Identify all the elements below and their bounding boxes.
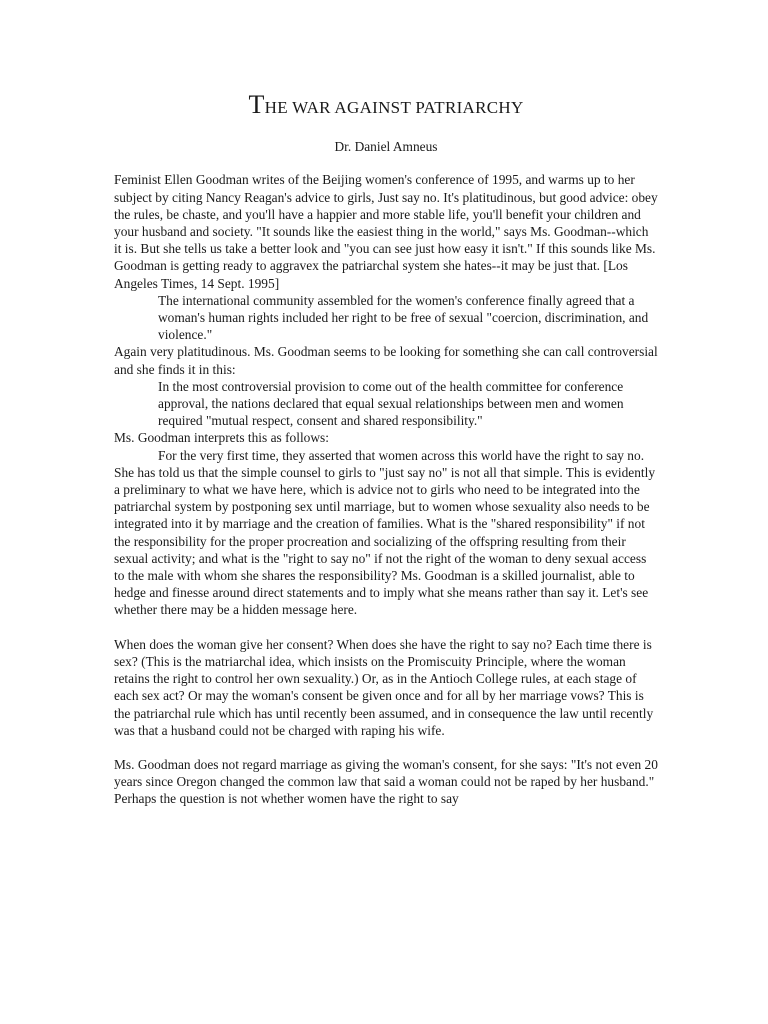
- block-quote: In the most controversial provision to come out of the health committee for conference approval, the nations declared that equal sexual relationships between men and women required "mutual respect, consent and shared responsibility.": [158, 378, 624, 429]
- block-quote: For the very first time, they asserted that women across this world have the right to say no.: [158, 447, 645, 463]
- document-page: [114, 92, 658, 808]
- paragraph: Feminist Ellen Goodman writes of the Beijing women's conference of 1995, and warms up to her subject by citing Nancy Reagan's advice to girls, Just say no. It's platitudinous, but good advice: obey the rules, be chaste, and you'll have a happier and more stable life, you'll benefit your children and your husband and society. "It sounds like the easiest thing in the world," says Ms. Goodman--which it is. But she tells us take a better look and "you can see just how easy it isn't." If this sounds like Ms. Goodman is getting ready to aggravex the patriarchal system she hates--it may be just that. [Los Angeles Times, 14 Sept. 1995]: [114, 172, 658, 291]
- document-title: [114, 92, 658, 118]
- paragraph: She has told us that the simple counsel to girls to "just say no" is not all that simple. This is evidently a preliminary to what we have here, which is advice not to girls who need to be integrated into the patriarchal system by postponing sex until marriage, but to women whose sexuality also needs to be integrated into it by marriage and the creation of families. What is the "shared responsibility" if not the responsibility for the proper procreation and socializing of the offspring resulting from their sexual activity; and what is the "right to say no" if not the right of the woman to deny sexual access to the male with whom she shares the responsibility? Ms. Goodman is a skilled journalist, able to hedge and finesse around direct statements and to imply what she means rather than say it. Let's see whether there may be a hidden message here.: [114, 464, 656, 618]
- title-rest: HE WAR AGAINST PATRIARCHY: [264, 98, 524, 117]
- paragraph: Ms. Goodman does not regard marriage as giving the woman's consent, for she says: "It's not even 20 years since Oregon changed the common law that said a woman could not be raped by her husband." Perhaps the question is not whether women have the right to say: [114, 756, 658, 807]
- document-body: [114, 171, 658, 807]
- block-quote: The international community assembled for the women's conference finally agreed that a woman's human rights included her right to be free of sexual "coercion, discrimination, and violence.": [158, 292, 649, 343]
- document-author: Dr. Daniel Amneus: [334, 139, 438, 154]
- title-first-letter: T: [248, 90, 265, 119]
- paragraph: Ms. Goodman interprets this as follows:: [114, 430, 329, 446]
- paragraph: When does the woman give her consent? When does she have the right to say no? Each time there is sex? (This is the matriarchal idea, which insists on the Promiscuity Principle, where the woman retains the right to control her own sexuality.) Or, as in the Antioch College rules, at each stage of each sex act? Or may the woman's consent be given once and for all by her marriage vows? This is the patriarchal rule which has until recently been assumed, and in consequence the law until recently was that a husband could not be charged with raping his wife.: [114, 636, 654, 738]
- paragraph: Again very platitudinous. Ms. Goodman seems to be looking for something she can call controversial and she finds it in this:: [114, 344, 658, 377]
